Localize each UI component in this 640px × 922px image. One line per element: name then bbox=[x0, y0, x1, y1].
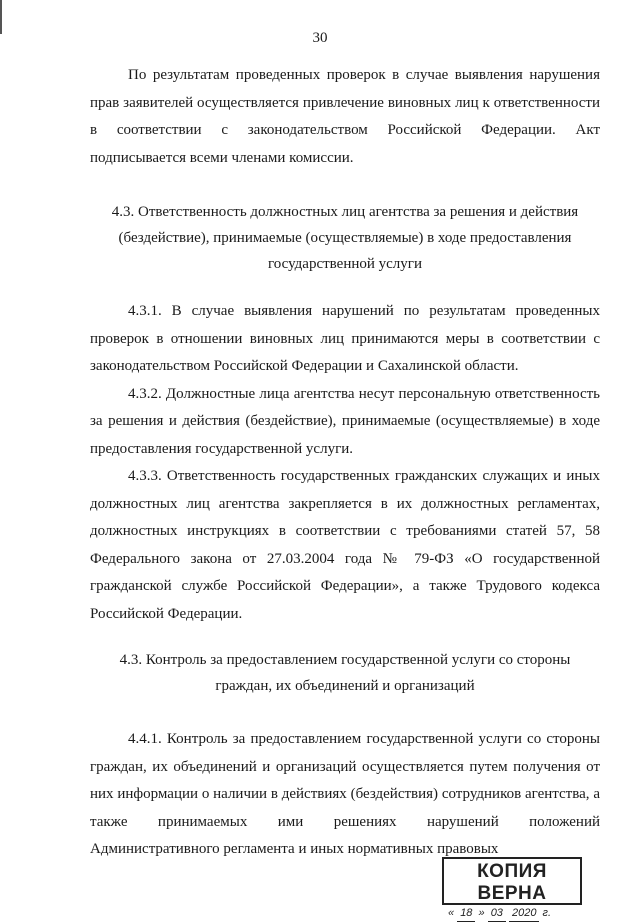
paragraph-acts: По результатам проведенных проверок в случае выявления нарушения прав заявителей осуществляется привлечение виновных лиц к ответственности в соответствии с законодательством Российской Федерации. Акт подписывается всеми членами комиссии. bbox=[90, 67, 600, 166]
page-number: 30 bbox=[312, 30, 328, 46]
stamp-close-quote: » bbox=[478, 907, 485, 919]
certified-copy-stamp bbox=[442, 857, 582, 919]
section-4-4-body bbox=[90, 726, 600, 864]
section-heading-4-4: 4.3. Контроль за предоставлением государственной услуги со стороны граждан, их объединений и организаций bbox=[119, 652, 571, 694]
paragraph-4-3-1: 4.3.1. В случае выявления нарушений по результатам проведенных проверок в отношении виновных лиц принимаются меры в соответствии с законодательством Российской Федерации и Сахалинской области. bbox=[90, 303, 600, 374]
paragraph-4-3-3: 4.3.3. Ответственность государственных гражданских служащих и иных должностных лиц агентства закрепляется в их должностных регламентах, должностных инструкциях в соответствии с требованиями статей 57, 58 Федерального закона от 27.03.2004 года № 79-ФЗ «О государственной гражданской службе Российской Федерации», а также Трудового кодекса Российской Федерации. bbox=[90, 468, 600, 622]
paragraph-4-3-2: 4.3.2. Должностные лица агентства несут персональную ответственность за решения и действия (бездействие), принимаемые (осуществляемые) в ходе предоставления государственной услуги. bbox=[90, 385, 600, 457]
section-4-3-body bbox=[90, 298, 600, 628]
paragraph-acts-block bbox=[90, 62, 600, 172]
stamp-month: 03 bbox=[488, 905, 506, 922]
section-heading-4-3: 4.3. Ответственность должностных лиц агентства за решения и действия (бездействие), принимаемые (осуществляемые) в ходе предоставления государственной услуги bbox=[111, 204, 579, 272]
stamp-date bbox=[448, 905, 576, 922]
stamp-year-suffix: г. bbox=[542, 907, 552, 919]
stamp-title: КОПИЯ ВЕРНА bbox=[477, 861, 547, 904]
stamp-year: 2020 bbox=[509, 905, 539, 922]
page-edge-mark bbox=[0, 0, 2, 34]
stamp-day: 18 bbox=[457, 905, 475, 922]
stamp-open-quote: « bbox=[448, 907, 455, 919]
paragraph-4-4-1: 4.4.1. Контроль за предоставлением государственной услуги со стороны граждан, их объединений и организаций осуществляется путем получения от них информации о наличии в действиях (бездействия) сотрудников агентства, а также принимаемых ими решениях нарушений положений Административного регламента и иных нормативных правовых bbox=[90, 731, 600, 857]
